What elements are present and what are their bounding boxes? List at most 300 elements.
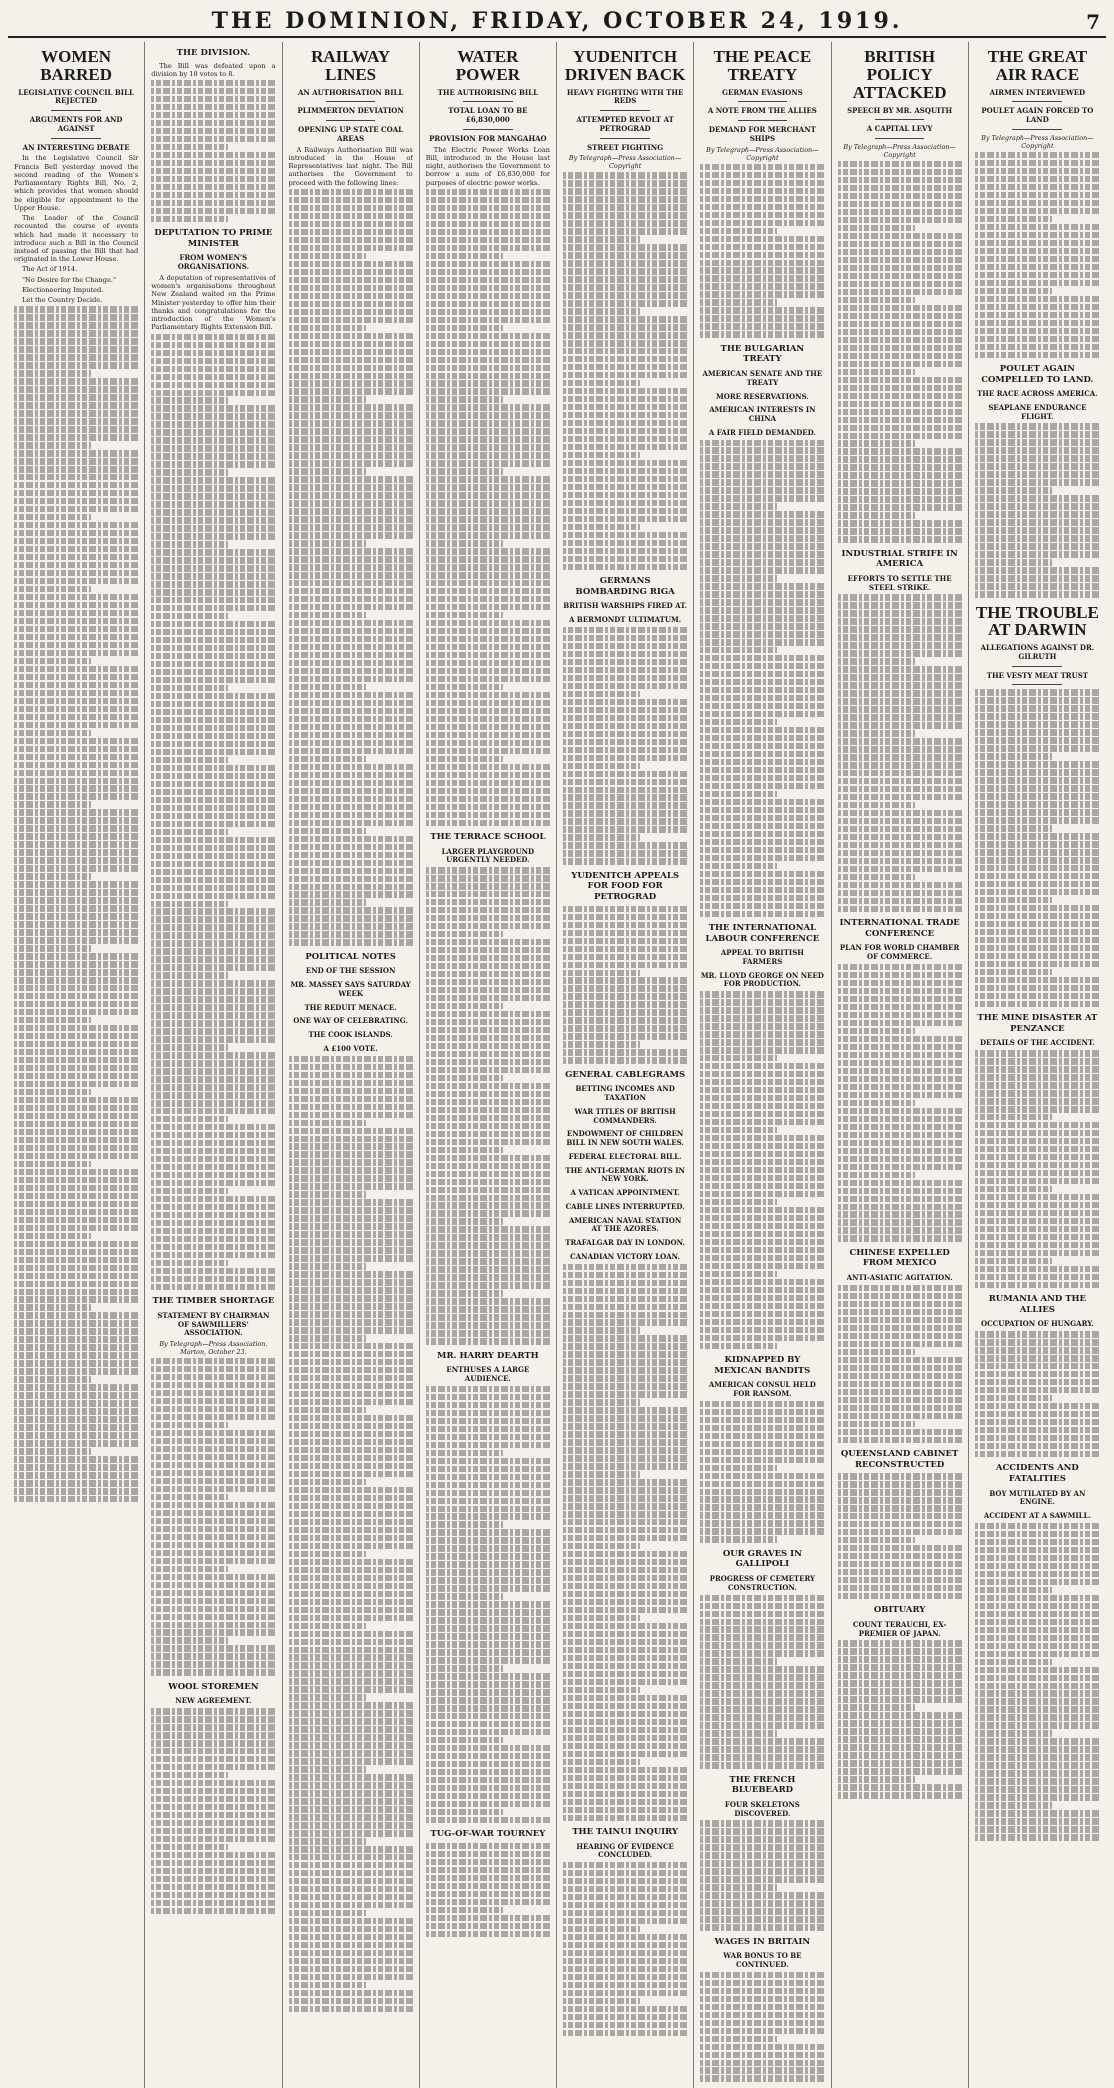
text-line: [700, 1175, 824, 1181]
text-line: [151, 1116, 228, 1122]
text-line: [151, 1582, 275, 1588]
text-line: [975, 969, 1053, 975]
text-line: [975, 817, 1100, 823]
text-line: [700, 991, 824, 997]
text-line: [975, 1363, 1100, 1369]
text-line: [563, 540, 687, 546]
text-line: [14, 722, 138, 728]
text-line: [838, 730, 915, 736]
text-line: [838, 1211, 962, 1217]
text-line: [289, 1383, 413, 1389]
subheading: COUNT TERAUCHI, EX-PREMIER OF JAPAN.: [852, 1619, 947, 1638]
text-line: [151, 1164, 275, 1170]
text-line: [838, 1497, 962, 1503]
text-line: [151, 813, 275, 819]
text-line: [426, 684, 503, 690]
text-line: [14, 1241, 138, 1247]
text-line: [289, 891, 413, 897]
text-line: [289, 700, 413, 706]
text-line: [151, 940, 275, 946]
text-line: [14, 1304, 91, 1310]
text-line: [700, 743, 824, 749]
subheading: THE REDUIT MENACE.: [304, 1002, 397, 1012]
text-line: [838, 1704, 915, 1710]
text-line: [151, 1148, 275, 1154]
text-line: [838, 754, 962, 760]
text-line: [563, 244, 687, 250]
text-line: [151, 932, 275, 938]
subheading: CABLE LINES INTERRUPTED.: [565, 1201, 685, 1211]
text-line: [700, 1512, 824, 1518]
text-line: [14, 1169, 138, 1175]
headline: THE PEACE TREATY: [713, 47, 812, 84]
text-line: [563, 204, 687, 210]
text-line: [563, 1025, 687, 1031]
text-line: [975, 192, 1100, 198]
text-line: [563, 492, 687, 498]
text-line: [426, 476, 550, 482]
text-line: [426, 963, 550, 969]
text-line: [975, 1178, 1100, 1184]
text-line: [700, 1183, 824, 1189]
text-line: [426, 580, 550, 586]
text-line: [289, 1910, 366, 1916]
text-line: [151, 1374, 275, 1380]
column-2: [145, 42, 282, 2088]
text-line: [563, 826, 687, 832]
text-line: [151, 1220, 275, 1226]
text-line: [700, 887, 824, 893]
text-line: [563, 1735, 687, 1741]
text-line: [289, 540, 366, 546]
text-line: [700, 735, 824, 741]
text-line: [975, 431, 1100, 437]
text-line: [700, 831, 824, 837]
text-line: [151, 597, 275, 603]
text-line: [426, 1210, 550, 1216]
text-line: [975, 1531, 1100, 1537]
text-line: [975, 1331, 1100, 1337]
text-line: [838, 1664, 962, 1670]
text-line: [426, 1099, 550, 1105]
text-line: [700, 815, 824, 821]
headline-rule: [326, 120, 376, 121]
text-line: [838, 778, 962, 784]
text-line: [838, 1784, 962, 1790]
text-line: [151, 1156, 275, 1162]
text-line: [426, 460, 550, 466]
text-line: [151, 1892, 275, 1898]
text-line: [975, 1387, 1100, 1393]
text-line: [151, 829, 228, 835]
text-line: [975, 1355, 1100, 1361]
text-line: [151, 1884, 275, 1890]
text-line: [838, 1640, 962, 1646]
subheading: AMERICAN SENATE AND THE TREATY: [702, 369, 823, 387]
text-line: [289, 197, 413, 203]
text-line: [151, 1820, 275, 1826]
text-line: [289, 317, 413, 323]
text-line: [975, 1786, 1100, 1792]
text-line: [700, 1239, 824, 1245]
text-line: [563, 1974, 687, 1980]
headline: WATER POWER: [455, 47, 520, 84]
text-line: [563, 1703, 687, 1709]
text-line: [838, 1333, 962, 1339]
text-line: [563, 922, 687, 928]
text-line: [289, 1120, 366, 1126]
text-line: [289, 1311, 413, 1317]
text-line: [700, 871, 824, 877]
text-line: [289, 572, 413, 578]
text-line: [700, 1151, 824, 1157]
text-line: [151, 1606, 275, 1612]
text-line: [563, 1910, 687, 1916]
text-line: [151, 453, 275, 459]
text-line: [838, 313, 962, 319]
text-line: [838, 433, 962, 439]
subheading: DEPUTATION TO PRIME MINISTER: [154, 228, 273, 249]
text-line: [151, 1430, 275, 1436]
text-line: [289, 732, 413, 738]
text-line: [426, 979, 550, 985]
text-line: [426, 1322, 550, 1328]
text-line: [426, 1402, 550, 1408]
text-line: [975, 1106, 1100, 1112]
text-line: [14, 578, 138, 584]
subheading: CANADIAN VICTORY LOAN.: [570, 1251, 681, 1261]
text-line: [289, 1758, 413, 1764]
text-line: [563, 308, 640, 314]
text-line: [151, 1645, 275, 1651]
text-line: [563, 627, 687, 633]
text-line: [700, 1988, 824, 1994]
text-line: [838, 858, 962, 864]
text-line: [975, 160, 1100, 166]
text-line: [151, 685, 228, 691]
text-line: [289, 349, 413, 355]
text-line: [289, 253, 366, 259]
article: [151, 1682, 275, 1914]
text-line: [838, 1545, 962, 1551]
text-line: [289, 1455, 413, 1461]
text-line: [289, 780, 413, 786]
text-line: [14, 594, 138, 600]
text-line: [151, 342, 275, 348]
text-line: [151, 893, 275, 899]
text-line: [975, 423, 1100, 429]
subheading: POULET AGAIN COMPELLED TO LAND.: [981, 363, 1094, 385]
column-1: [8, 42, 145, 2088]
text-line: [289, 931, 413, 937]
text-line: [289, 1654, 413, 1660]
text-line: [700, 1762, 824, 1768]
text-line: [838, 802, 915, 808]
text-line: [975, 1162, 1100, 1168]
text-line: [151, 972, 228, 978]
text-line: [151, 1812, 275, 1818]
article: [975, 364, 1100, 598]
text-line: [426, 1793, 550, 1799]
text-line: [838, 1688, 962, 1694]
text-line: [14, 1336, 138, 1342]
text-line: [151, 565, 275, 571]
article: [700, 1549, 824, 1769]
text-line: [426, 468, 503, 474]
text-line: [426, 1729, 550, 1735]
text-line: [151, 1244, 275, 1250]
text-line: [975, 1347, 1100, 1353]
subheading: ACCIDENTS AND FATALITIES: [995, 1463, 1079, 1484]
text-line: [151, 437, 275, 443]
text-line: [289, 676, 413, 682]
text-line: [289, 1104, 413, 1110]
text-line: [151, 877, 275, 883]
text-line: [426, 1083, 550, 1089]
text-line: [563, 1319, 687, 1325]
text-line: [289, 1439, 413, 1445]
text-line: [563, 1487, 687, 1493]
text-line: [838, 972, 962, 978]
text-line: [14, 346, 138, 352]
text-line: [838, 674, 962, 680]
text-line: [151, 1212, 275, 1218]
text-line: [563, 500, 687, 506]
text-line: [289, 1950, 413, 1956]
text-line: [975, 288, 1053, 294]
text-line: [151, 661, 275, 667]
subheading: THE VESTY MEAT TRUST: [986, 670, 1088, 680]
subheading: THE TIMBER SHORTAGE: [152, 1296, 275, 1307]
text-line: [289, 1399, 413, 1405]
text-line: [563, 1759, 640, 1765]
subheading: RUMANIA AND THE ALLIES: [988, 1294, 1087, 1315]
text-line: [426, 1859, 550, 1865]
text-line: [700, 567, 824, 573]
text-line: [563, 1719, 687, 1725]
text-line: [700, 1055, 777, 1061]
text-line: [289, 1846, 413, 1852]
text-line: [975, 793, 1100, 799]
subheading: A BERMONDT ULTIMATUM.: [569, 615, 682, 625]
subheading: A £100 VOTE.: [323, 1043, 378, 1053]
text-line: [563, 1966, 687, 1972]
text-line: [426, 1426, 550, 1432]
text-line: [975, 200, 1100, 206]
text-line: [289, 365, 413, 371]
text-line: [289, 1878, 413, 1884]
text-line: [426, 412, 550, 418]
text-line: [975, 471, 1100, 477]
text-line: [700, 1682, 824, 1688]
article: [426, 1829, 550, 1937]
text-line: [151, 1852, 275, 1858]
text-line: [838, 1132, 962, 1138]
text-line: [151, 1012, 275, 1018]
text-line: [975, 1050, 1100, 1056]
text-line: [700, 2052, 824, 2058]
text-line: [975, 1754, 1100, 1760]
text-line: [14, 690, 138, 696]
text-line: [426, 277, 550, 283]
text-line: [289, 820, 413, 826]
text-line: [975, 777, 1100, 783]
text-line: [289, 628, 413, 634]
text-line: [426, 1915, 550, 1921]
text-line: [838, 217, 962, 223]
text-line: [700, 180, 824, 186]
subheading: THE DIVISION.: [176, 48, 251, 58]
text-line: [151, 629, 275, 635]
text-line: [563, 850, 687, 856]
text-line: [563, 1902, 687, 1908]
text-line: [700, 1079, 824, 1085]
text-line: [700, 1007, 824, 1013]
text-line: [700, 1916, 824, 1922]
text-line: [289, 428, 413, 434]
text-line: [975, 216, 1053, 222]
column-3: [283, 42, 420, 2088]
subheading: TRAFALGAR DAY IN LONDON.: [565, 1238, 685, 1248]
text-line: [700, 323, 824, 329]
subheading: ONE WAY OF CELEBRATING.: [293, 1016, 408, 1026]
subheading: DEMAND FOR MERCHANT SHIPS: [708, 125, 816, 143]
text-line: [151, 645, 275, 651]
text-line: [14, 929, 138, 935]
text-line: [700, 903, 824, 909]
text-line: [289, 1902, 413, 1908]
text-line: [426, 724, 550, 730]
text-line: [289, 412, 413, 418]
column-4: [420, 42, 557, 2088]
text-line: [426, 404, 550, 410]
text-line: [975, 320, 1100, 326]
text-line: [151, 533, 275, 539]
text-line: [700, 1908, 824, 1914]
paragraph: A deputation of representatives of women's organisations throughout New Zealand waited on the Prime Minister yesterday to offer him their thanks and congratulations for the introduction of the Women's Parliamentary Rights Extension Bill.: [151, 273, 276, 332]
article: [563, 1070, 687, 1821]
text-line: [563, 1049, 687, 1055]
text-line: [14, 1193, 138, 1199]
text-line: [151, 1446, 275, 1452]
text-line: [289, 1750, 413, 1756]
text-line: [426, 349, 550, 355]
paragraph: In the Legislative Council Sir Francis Bell yesterday moved the second reading of the Women's Parliamentary Rights Bill, No. 2, which provides that women should be eligible for appointment to the Upper House.: [14, 154, 139, 212]
text-line: [151, 1590, 275, 1596]
text-line: [700, 1449, 824, 1455]
text-line: [563, 1615, 640, 1621]
text-line: [14, 1129, 138, 1135]
text-line: [838, 874, 915, 880]
text-line: [426, 1801, 550, 1807]
text-line: [151, 861, 275, 867]
text-line: [151, 1804, 275, 1810]
text-line: [838, 1124, 962, 1130]
text-line: [700, 1650, 824, 1656]
text-line: [151, 725, 275, 731]
text-line: [151, 1716, 275, 1722]
text-line: [838, 706, 962, 712]
text-line: [426, 1234, 550, 1240]
text-line: [700, 1271, 777, 1277]
text-line: [14, 1217, 138, 1223]
text-line: [151, 765, 275, 771]
text-line: [289, 213, 413, 219]
text-line: [563, 1950, 687, 1956]
text-line: [563, 372, 687, 378]
text-line: [426, 1585, 550, 1591]
text-line: [14, 530, 138, 536]
text-line: [838, 520, 962, 526]
text-line: [563, 739, 687, 745]
text-line: [838, 602, 962, 608]
text-line: [151, 605, 275, 611]
text-line: [289, 1702, 413, 1708]
text-line: [14, 793, 138, 799]
text-line: [975, 1730, 1053, 1736]
text-line: [14, 1344, 138, 1350]
text-line: [838, 1164, 962, 1170]
text-line: [563, 723, 687, 729]
text-line: [700, 479, 824, 485]
text-line: [563, 1934, 687, 1940]
text-line: [426, 636, 550, 642]
text-line: [151, 192, 275, 198]
text-line: [426, 380, 550, 386]
text-line: [700, 1674, 824, 1680]
text-line: [563, 452, 640, 458]
text-line: [838, 385, 962, 391]
text-line: [838, 722, 962, 728]
text-line: [151, 1772, 228, 1778]
headline-rule: [326, 101, 376, 102]
text-line: [700, 260, 824, 266]
text-line: [838, 1405, 962, 1411]
text-line: [563, 316, 687, 322]
text-line: [700, 1481, 824, 1487]
text-line: [975, 1555, 1100, 1561]
text-line: [838, 185, 962, 191]
text-line: [563, 1791, 687, 1797]
text-line: [151, 717, 275, 723]
text-line: [426, 1059, 550, 1065]
text-line: [289, 341, 413, 347]
text-line: [151, 908, 275, 914]
text-line: [14, 362, 138, 368]
text-line: [838, 1052, 962, 1058]
text-line: [700, 999, 824, 1005]
text-line: [426, 899, 550, 905]
text-line: [151, 980, 275, 986]
subheading: A FAIR FIELD DEMANDED.: [708, 427, 816, 437]
subheading: GENERAL CABLEGRAMS: [565, 1069, 686, 1080]
text-line: [563, 1519, 687, 1525]
text-line: [563, 332, 687, 338]
text-line: [14, 1049, 138, 1055]
text-line: [426, 1633, 550, 1639]
text-line: [700, 2012, 824, 2018]
text-line: [14, 1424, 138, 1430]
text-line: [151, 1796, 275, 1802]
text-line: [14, 817, 138, 823]
text-line: [838, 1421, 915, 1427]
text-line: [838, 1219, 962, 1225]
text-line: [151, 653, 275, 659]
text-line: [700, 1714, 824, 1720]
text-line: [151, 1876, 275, 1882]
text-line: [563, 1367, 687, 1373]
headline-rule: [738, 101, 788, 102]
